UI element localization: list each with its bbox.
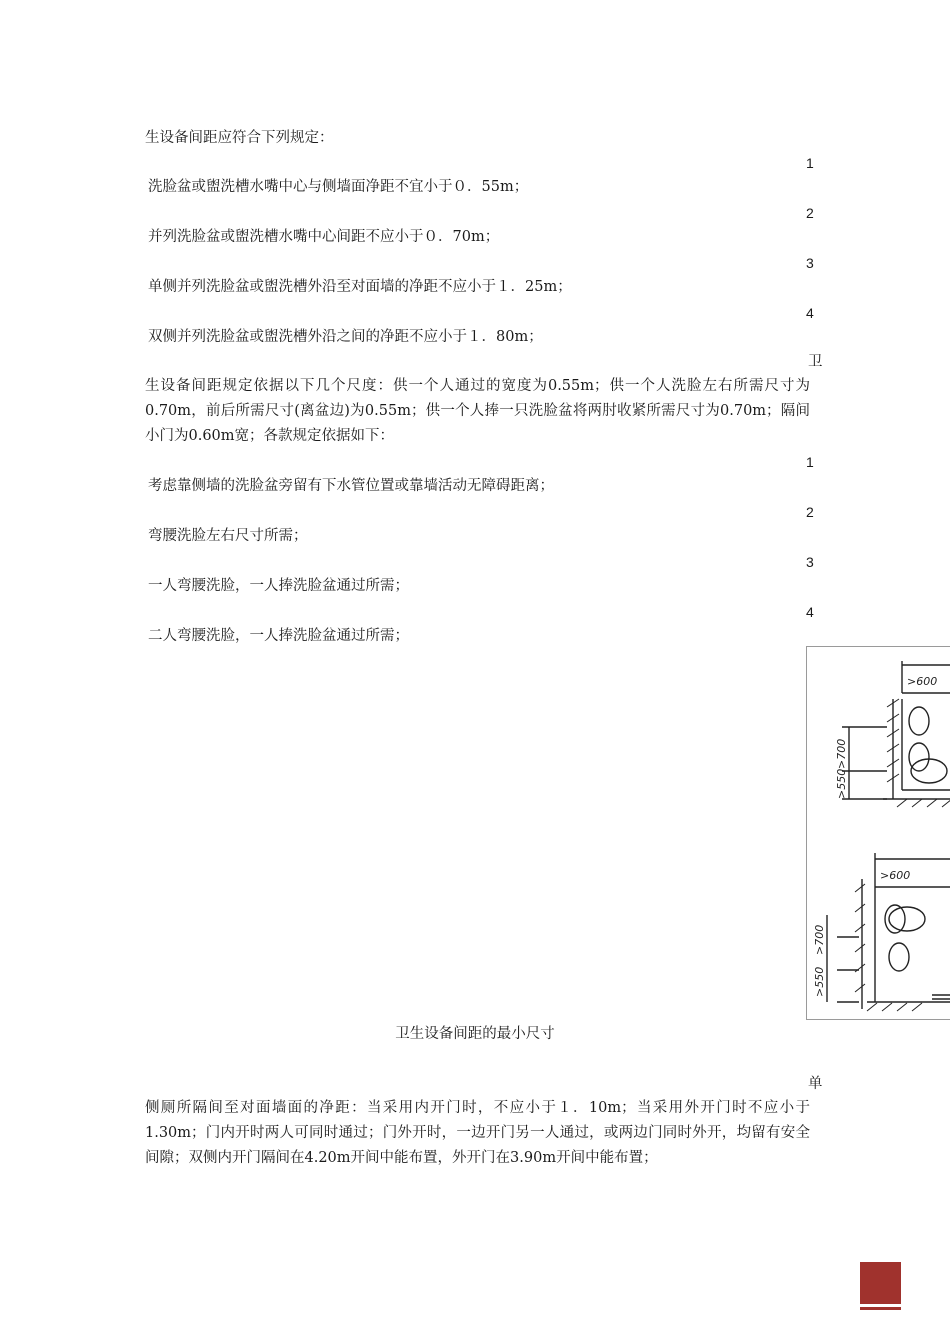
para2-text: 生设备间距规定依据以下几个尺度：供一个人通过的宽度为0.55m；供一个人洗脸左右所需尺寸为0.70m，前后所需尺寸(离盆边)为0.55m；供一个人捧一只洗脸盆将两肘收紧所需尺寸为0.70m；隔间小门为0.60m宽；各款规定依据如下： xyxy=(145,378,810,444)
footer-accent-block xyxy=(860,1262,901,1304)
diagram-label: >550 xyxy=(835,768,848,799)
para3-lead-char: 单 xyxy=(808,1076,823,1092)
rule-b-text: 二人弯腰洗脸，一人捧洗脸盆通过所需； xyxy=(148,628,409,644)
footer-accent-line xyxy=(860,1307,901,1310)
rule-a-text: 并列洗脸盆或盥洗槽水嘴中心间距不应小于０．70m； xyxy=(148,229,500,245)
rule-b-number: 2 xyxy=(806,504,814,520)
para2-lead-char: 卫 xyxy=(808,354,823,370)
para3-text: 侧厕所隔间至对面墙面的净距：当采用内开门时，不应小于１．10m；当采用外开门时不应小于1.30m；门内开时两人可同时通过；门外开时，一边开门另一人通过，或两边门同时外开，均留有安全间隙；双侧内开门隔间在4.20m开间中能布置，外开门在3.90m开间中能布置； xyxy=(145,1100,810,1166)
spacing-diagram xyxy=(807,647,950,1019)
diagram-label: >700 xyxy=(835,738,848,769)
rule-a-text: 洗脸盆或盥洗槽水嘴中心与侧墙面净距不宜小于０．55m； xyxy=(148,179,529,195)
rule-b-number: 4 xyxy=(806,604,814,620)
rule-b-number: 1 xyxy=(806,454,814,470)
intro-line: 生设备间距应符合下列规定： xyxy=(145,130,334,146)
spacing-diagram-figure xyxy=(806,646,950,1020)
rule-a-text: 单侧并列洗脸盆或盥洗槽外沿至对面墙的净距不应小于１．25m； xyxy=(148,279,572,295)
rule-b-text: 一人弯腰洗脸，一人捧洗脸盆通过所需； xyxy=(148,578,409,594)
rule-a-number: 1 xyxy=(806,155,814,171)
rule-a-number: 4 xyxy=(806,305,814,321)
rule-b-number: 3 xyxy=(806,554,814,570)
figure-caption: 卫生设备间距的最小尺寸 xyxy=(395,1026,555,1042)
rule-b-text: 考虑靠侧墙的洗脸盆旁留有下水管位置或靠墙活动无障碍距离； xyxy=(148,478,554,494)
diagram-label: >600 xyxy=(907,675,938,688)
diagram-label: >600 xyxy=(880,869,911,882)
rule-b-text: 弯腰洗脸左右尺寸所需； xyxy=(148,528,308,544)
rule-a-number: 3 xyxy=(806,255,814,271)
diagram-label: >550 xyxy=(813,966,826,997)
rule-a-text: 双侧并列洗脸盆或盥洗槽外沿之间的净距不应小于１．80m； xyxy=(148,329,543,345)
diagram-label: >700 xyxy=(813,924,826,955)
rule-a-number: 2 xyxy=(806,205,814,221)
